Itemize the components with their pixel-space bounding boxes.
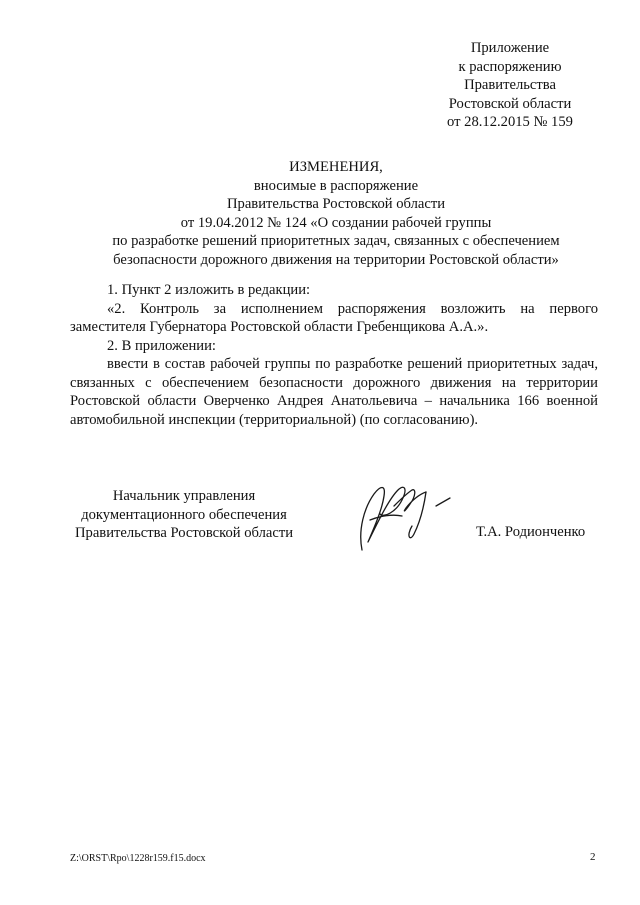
position-line: документационного обеспечения	[81, 506, 287, 523]
item-1-heading: 1. Пункт 2 изложить в редакции:	[107, 282, 311, 298]
position-line: Правительства Ростовской области	[74, 525, 294, 541]
title-line: от 19.04.2012 № 124 «О создании рабочей группы	[180, 214, 492, 231]
item-1-text: «2. Контроль за исполнением распоряжения возложить на первого заместителя Губернатора Ростовской области Гребенщикова А.А.».	[70, 300, 598, 335]
title-line: по разработке решений приоритетных задач, связанных с обеспечением	[112, 233, 560, 249]
signatory-position	[62, 487, 306, 543]
signatory-name: Т.А. Родионченко	[476, 524, 586, 540]
title-line: безопасности дорожного движения на территории Ростовской области»	[113, 251, 559, 268]
position-line: Начальник управления	[112, 488, 256, 504]
title-heading: ИЗМЕНЕНИЯ,	[289, 159, 383, 175]
appendix-date-line: от 28.12.2015 № 159	[447, 114, 573, 130]
document-title	[60, 158, 612, 269]
title-line: вносимые в распоряжение	[253, 177, 419, 194]
appendix-line: Правительства	[464, 77, 556, 93]
footer-page-number: 2	[590, 851, 596, 863]
appendix-header	[400, 39, 620, 132]
handwritten-signature	[340, 470, 460, 560]
item-2-text: ввести в состав рабочей группы по разработке решений приоритетных задач, связанных с обеспечением безопасности дорожного движения на территории Ростовской области Оверченко Андрея Анатольевича – начальника 166 военной автомобильной инспекции (территориальной) (по согласованию).	[70, 356, 598, 428]
appendix-line: Приложение	[470, 40, 550, 56]
title-line: Правительства Ростовской области	[226, 196, 446, 212]
appendix-line: Ростовской области	[448, 95, 572, 112]
footer-file-path: Z:\ORST\Rpo\1228r159.f15.docx	[70, 853, 206, 864]
item-2-heading: 2. В приложении:	[107, 337, 216, 354]
appendix-line: к распоряжению	[458, 58, 562, 75]
document-body	[70, 281, 598, 429]
